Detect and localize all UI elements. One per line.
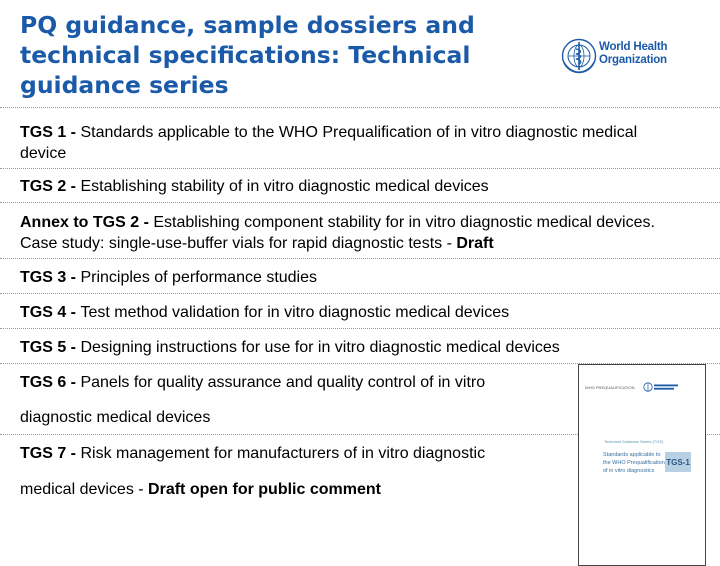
- thumbnail-header: WHO PREQUALIFICATION: [585, 385, 635, 390]
- list-item-annex-tgs2: [20, 212, 680, 254]
- item-text: Risk management for manufacturers of in vitro diagnostic: [80, 445, 486, 462]
- item-text: medical devices -: [20, 481, 149, 498]
- divider: [0, 328, 720, 329]
- item-text: Principles of performance studies: [80, 269, 318, 286]
- item-code: TGS 4 -: [20, 304, 81, 321]
- item-text: Test method validation for in vitro diagnostic medical devices: [80, 304, 510, 321]
- item-code: TGS 6 -: [20, 374, 81, 391]
- thumbnail-series: Technical Guidance Series (TGS): [604, 439, 664, 444]
- list-item-tgs5: [20, 337, 680, 358]
- item-text: Establishing component stability for in vitro diagnostic medical devices. Case study: single-use-buffer vials for rapid diagnostic tests -: [20, 214, 655, 252]
- who-emblem-icon: [561, 38, 597, 74]
- who-wordmark-line1: World Health: [599, 41, 668, 53]
- item-text: Standards applicable to the WHO Prequalification of in vitro diagnostic medical device: [20, 124, 638, 162]
- thumbnail-code-badge: TGS-1: [665, 452, 691, 472]
- item-code: TGS 3 -: [20, 269, 81, 286]
- who-wordmark-line2: Organization: [599, 54, 667, 66]
- divider: [0, 202, 720, 203]
- item-code: Annex to TGS 2 -: [20, 214, 154, 231]
- divider: [0, 107, 720, 108]
- item-status: Draft: [456, 235, 494, 252]
- item-code: TGS 2 -: [20, 178, 81, 195]
- divider: [0, 258, 720, 259]
- list-item-tgs2: [20, 176, 680, 197]
- list-item-tgs1: [20, 122, 680, 164]
- item-code: TGS 7 -: [20, 445, 81, 462]
- divider: [0, 168, 720, 169]
- list-item-tgs4: [20, 302, 680, 323]
- document-thumbnail: [578, 364, 706, 566]
- item-code: TGS 5 -: [20, 339, 81, 356]
- item-status: Draft open for public comment: [148, 481, 381, 498]
- page-title: PQ guidance, sample dossiers and technical specifications: Technical guidance series: [20, 11, 475, 99]
- who-wordmark: [599, 41, 667, 67]
- who-logo-icon: [643, 382, 699, 392]
- thumbnail-description: Standards applicable to the WHO Prequalification of in vitro diagnostics: [603, 452, 665, 474]
- item-text: diagnostic medical devices: [20, 409, 211, 426]
- divider: [0, 293, 720, 294]
- item-text: Establishing stability of in vitro diagnostic medical devices: [80, 178, 489, 195]
- item-text: Designing instructions for use for in vitro diagnostic medical devices: [80, 339, 560, 356]
- item-code: TGS 1 -: [20, 124, 81, 141]
- list-item-tgs3: [20, 267, 680, 288]
- who-logo: [561, 38, 711, 78]
- item-text: Panels for quality assurance and quality control of in vitro: [80, 374, 486, 391]
